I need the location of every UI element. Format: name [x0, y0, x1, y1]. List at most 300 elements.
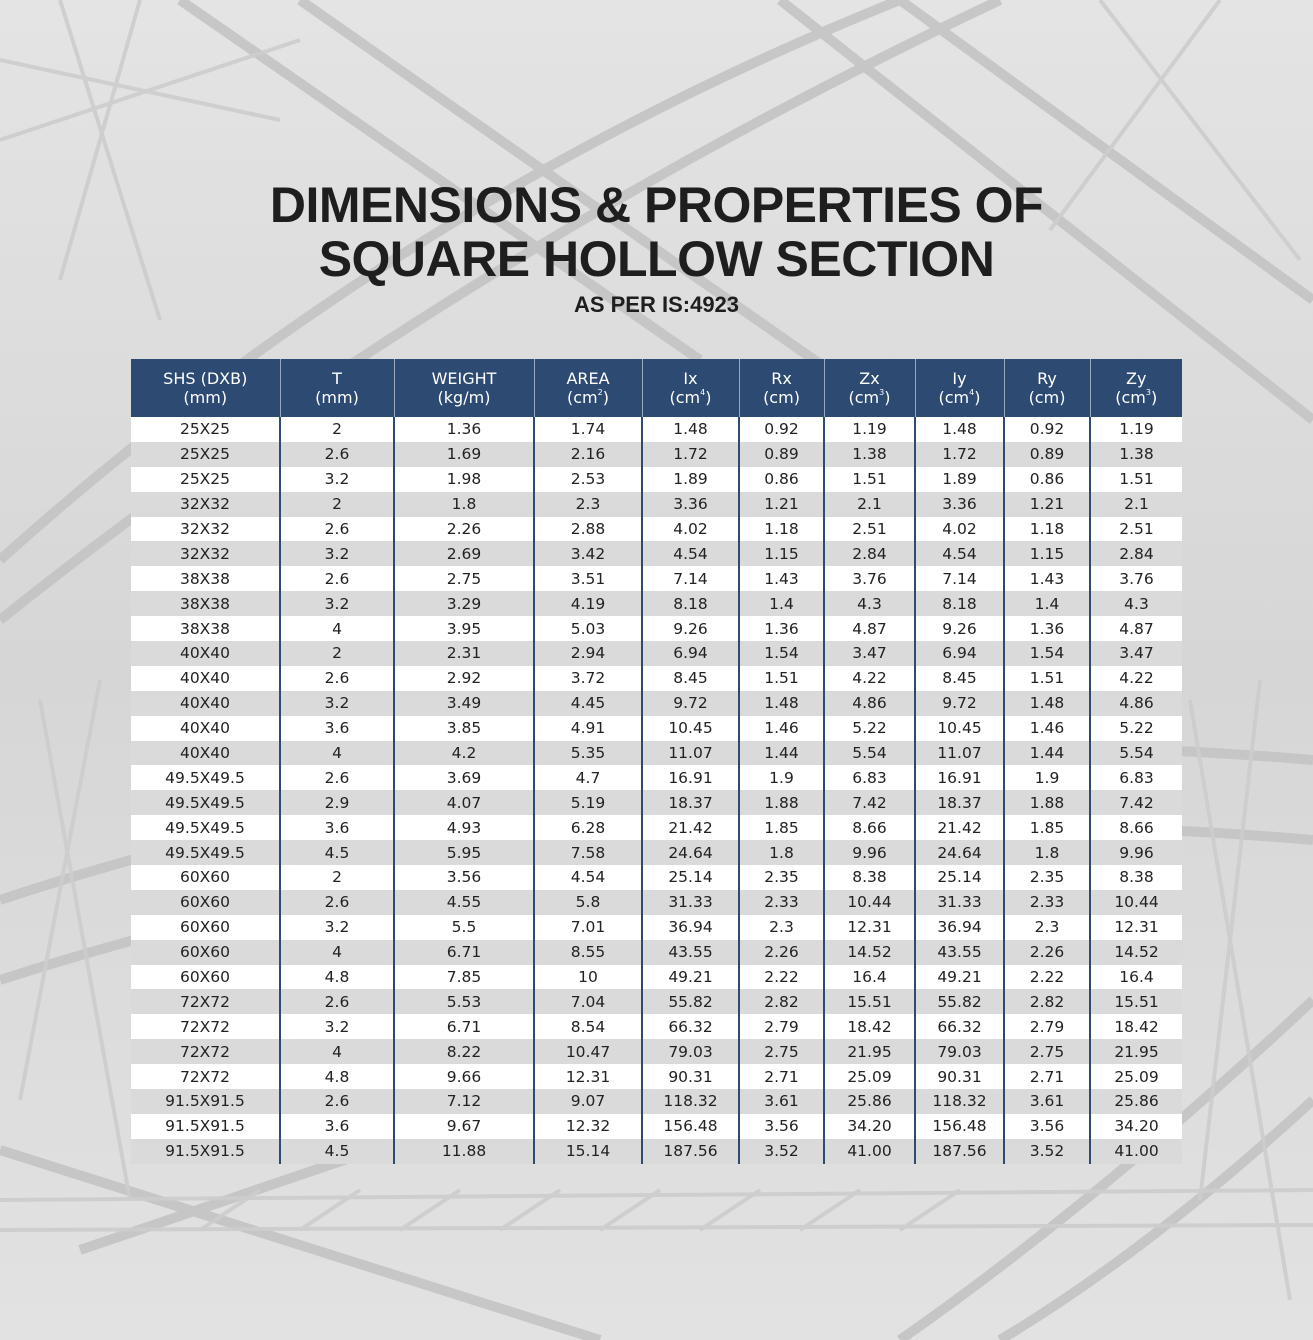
table-cell: 36.94 [642, 915, 739, 940]
column-header-unit-text: (mm) [183, 388, 228, 407]
table-cell: 72X72 [131, 1064, 280, 1089]
table-cell: 79.03 [915, 1039, 1004, 1064]
table-cell: 0.89 [739, 442, 824, 467]
table-cell: 8.38 [1090, 865, 1182, 890]
table-cell: 60X60 [131, 965, 280, 990]
table-cell: 2.6 [280, 989, 394, 1014]
table-cell: 3.76 [824, 566, 915, 591]
table-cell: 2.6 [280, 890, 394, 915]
table-cell: 1.72 [642, 442, 739, 467]
table-cell: 1.19 [824, 417, 915, 442]
table-cell: 1.48 [739, 691, 824, 716]
column-header-unit [825, 388, 915, 407]
table-cell: 187.56 [915, 1139, 1004, 1164]
table-cell: 1.36 [739, 616, 824, 641]
table-cell: 2.75 [739, 1039, 824, 1064]
table-cell: 118.32 [915, 1089, 1004, 1114]
table-cell: 118.32 [642, 1089, 739, 1114]
table-cell: 4.54 [534, 865, 642, 890]
table-cell: 6.71 [394, 1014, 534, 1039]
table-cell: 3.49 [394, 691, 534, 716]
table-row [131, 765, 1182, 790]
table-cell: 4.8 [280, 965, 394, 990]
table-cell: 4 [280, 1039, 394, 1064]
table-cell: 1.8 [394, 492, 534, 517]
table-cell: 49.5X49.5 [131, 815, 280, 840]
table-cell: 40X40 [131, 741, 280, 766]
table-cell: 2.79 [739, 1014, 824, 1039]
table-cell: 1.89 [642, 467, 739, 492]
table-cell: 5.95 [394, 840, 534, 865]
table-row [131, 940, 1182, 965]
table-cell: 10 [534, 965, 642, 990]
table-cell: 4.2 [394, 741, 534, 766]
table-cell: 12.32 [534, 1114, 642, 1139]
table-cell: 1.54 [1004, 641, 1090, 666]
table-cell: 4.91 [534, 716, 642, 741]
table-cell: 9.26 [915, 616, 1004, 641]
table-cell: 1.36 [394, 417, 534, 442]
table-cell: 10.44 [824, 890, 915, 915]
table-cell: 2.26 [1004, 940, 1090, 965]
table-row [131, 716, 1182, 741]
table-cell: 9.07 [534, 1089, 642, 1114]
table-row [131, 1139, 1182, 1164]
table-cell: 7.58 [534, 840, 642, 865]
table-cell: 60X60 [131, 915, 280, 940]
table-cell: 1.18 [1004, 517, 1090, 542]
table-cell: 25.86 [824, 1089, 915, 1114]
table-cell: 1.43 [1004, 566, 1090, 591]
table-cell: 3.2 [280, 591, 394, 616]
table-cell: 10.45 [642, 716, 739, 741]
table-cell: 4.54 [915, 541, 1004, 566]
table-cell: 5.03 [534, 616, 642, 641]
table-cell: 3.76 [1090, 566, 1182, 591]
table-cell: 2.75 [1004, 1039, 1090, 1064]
table-cell: 1.46 [1004, 716, 1090, 741]
column-header [642, 359, 739, 417]
table-cell: 8.66 [824, 815, 915, 840]
column-header-unit-text: (cm) [1028, 388, 1066, 407]
table-cell: 3.52 [739, 1139, 824, 1164]
table-cell: 40X40 [131, 716, 280, 741]
column-header-name: Iy [952, 369, 967, 388]
table-row [131, 417, 1182, 442]
table-cell: 4.02 [642, 517, 739, 542]
table-cell: 72X72 [131, 989, 280, 1014]
table-cell: 1.38 [824, 442, 915, 467]
table-cell: 38X38 [131, 616, 280, 641]
title-block [0, 178, 1313, 318]
table-cell: 4 [280, 741, 394, 766]
table-cell: 6.71 [394, 940, 534, 965]
table-cell: 3.36 [642, 492, 739, 517]
table-cell: 7.01 [534, 915, 642, 940]
table-cell: 1.15 [739, 541, 824, 566]
table-cell: 1.74 [534, 417, 642, 442]
table-cell: 3.2 [280, 1014, 394, 1039]
column-header-name: Zy [1126, 369, 1147, 388]
table-row [131, 566, 1182, 591]
table-cell: 7.12 [394, 1089, 534, 1114]
shs-properties-table [131, 359, 1182, 1164]
column-header [739, 359, 824, 417]
table-cell: 91.5X91.5 [131, 1139, 280, 1164]
table-cell: 6.94 [642, 641, 739, 666]
table-cell: 2.1 [824, 492, 915, 517]
table-cell: 31.33 [915, 890, 1004, 915]
table-cell: 8.66 [1090, 815, 1182, 840]
table-cell: 7.14 [642, 566, 739, 591]
column-header-name: SHS (DXB) [163, 369, 248, 388]
table-cell: 3.6 [280, 716, 394, 741]
table-cell: 9.26 [642, 616, 739, 641]
column-header-unit [131, 388, 280, 407]
table-cell: 1.9 [1004, 765, 1090, 790]
table-cell: 8.45 [642, 666, 739, 691]
table-row [131, 616, 1182, 641]
table-cell: 7.04 [534, 989, 642, 1014]
column-header-name: T [332, 369, 342, 388]
column-header [1090, 359, 1182, 417]
table-cell: 11.07 [915, 741, 1004, 766]
table-cell: 4.55 [394, 890, 534, 915]
table-cell: 2.22 [739, 965, 824, 990]
table-cell: 3.52 [1004, 1139, 1090, 1164]
table-cell: 2.75 [394, 566, 534, 591]
column-header-unit-exponent: 3 [1145, 388, 1151, 397]
table-cell: 1.48 [915, 417, 1004, 442]
table-cell: 66.32 [915, 1014, 1004, 1039]
table-cell: 49.5X49.5 [131, 765, 280, 790]
table-cell: 4.19 [534, 591, 642, 616]
column-header-unit [281, 388, 394, 407]
table-cell: 8.45 [915, 666, 1004, 691]
page-title-line-2: SQUARE HOLLOW SECTION [318, 231, 995, 287]
table-cell: 4.86 [1090, 691, 1182, 716]
table-cell: 2.79 [1004, 1014, 1090, 1039]
table-cell: 3.72 [534, 666, 642, 691]
column-header-unit [395, 388, 534, 407]
table-cell: 6.94 [915, 641, 1004, 666]
table-cell: 16.91 [642, 765, 739, 790]
table-cell: 10.45 [915, 716, 1004, 741]
table-cell: 3.29 [394, 591, 534, 616]
table-cell: 2.6 [280, 765, 394, 790]
table-cell: 2.9 [280, 790, 394, 815]
table-cell: 60X60 [131, 865, 280, 890]
table-cell: 3.85 [394, 716, 534, 741]
table-cell: 32X32 [131, 492, 280, 517]
table-cell: 24.64 [915, 840, 1004, 865]
table-cell: 8.38 [824, 865, 915, 890]
table-cell: 5.19 [534, 790, 642, 815]
table-cell: 1.21 [739, 492, 824, 517]
table-cell: 55.82 [642, 989, 739, 1014]
table-cell: 1.98 [394, 467, 534, 492]
table-cell: 31.33 [642, 890, 739, 915]
table-cell: 156.48 [642, 1114, 739, 1139]
table-cell: 49.21 [642, 965, 739, 990]
table-cell: 4.45 [534, 691, 642, 716]
table-cell: 43.55 [915, 940, 1004, 965]
table-cell: 5.53 [394, 989, 534, 1014]
table-row [131, 541, 1182, 566]
table-cell: 2.94 [534, 641, 642, 666]
table-row [131, 1039, 1182, 1064]
column-header-name: Zx [859, 369, 880, 388]
table-row [131, 691, 1182, 716]
table-body [131, 417, 1182, 1164]
column-header-unit-close: ) [705, 388, 712, 407]
table-cell: 38X38 [131, 591, 280, 616]
table-cell: 7.14 [915, 566, 1004, 591]
column-header [394, 359, 534, 417]
table-cell: 1.4 [739, 591, 824, 616]
column-header-unit [535, 388, 642, 407]
table-cell: 60X60 [131, 890, 280, 915]
table-cell: 2.71 [739, 1064, 824, 1089]
table-row [131, 517, 1182, 542]
table-cell: 4.5 [280, 840, 394, 865]
table-row [131, 467, 1182, 492]
table-cell: 3.2 [280, 541, 394, 566]
table-cell: 1.51 [1090, 467, 1182, 492]
table-row [131, 840, 1182, 865]
column-header [534, 359, 642, 417]
table-cell: 18.42 [824, 1014, 915, 1039]
column-header [824, 359, 915, 417]
table-cell: 3.6 [280, 815, 394, 840]
table-cell: 16.4 [1090, 965, 1182, 990]
table-cell: 2.69 [394, 541, 534, 566]
table-cell: 25.86 [1090, 1089, 1182, 1114]
table-cell: 21.42 [915, 815, 1004, 840]
table-cell: 2 [280, 417, 394, 442]
table-cell: 10.47 [534, 1039, 642, 1064]
table-cell: 3.56 [1004, 1114, 1090, 1139]
table-cell: 12.31 [1090, 915, 1182, 940]
table-cell: 16.4 [824, 965, 915, 990]
table-cell: 9.72 [642, 691, 739, 716]
table-cell: 0.89 [1004, 442, 1090, 467]
table-cell: 41.00 [1090, 1139, 1182, 1164]
table-cell: 36.94 [915, 915, 1004, 940]
table-cell: 2.84 [824, 541, 915, 566]
table-cell: 1.51 [739, 666, 824, 691]
table-cell: 1.48 [642, 417, 739, 442]
table-cell: 1.51 [824, 467, 915, 492]
table-cell: 0.92 [1004, 417, 1090, 442]
table-cell: 2.6 [280, 666, 394, 691]
table-cell: 2.33 [1004, 890, 1090, 915]
table-cell: 7.42 [1090, 790, 1182, 815]
table-cell: 3.2 [280, 467, 394, 492]
table-cell: 7.42 [824, 790, 915, 815]
table-cell: 1.69 [394, 442, 534, 467]
table-row [131, 666, 1182, 691]
table-cell: 5.8 [534, 890, 642, 915]
table-cell: 3.56 [739, 1114, 824, 1139]
table-cell: 6.83 [1090, 765, 1182, 790]
table-cell: 14.52 [1090, 940, 1182, 965]
column-header-unit-close: ) [1150, 388, 1158, 407]
column-header [280, 359, 394, 417]
table-cell: 2 [280, 641, 394, 666]
table-cell: 4 [280, 940, 394, 965]
table-cell: 9.67 [394, 1114, 534, 1139]
table-cell: 25.14 [915, 865, 1004, 890]
table-cell: 90.31 [642, 1064, 739, 1089]
table-cell: 43.55 [642, 940, 739, 965]
column-header-name: AREA [566, 369, 610, 388]
table-cell: 5.35 [534, 741, 642, 766]
table-cell: 7.85 [394, 965, 534, 990]
table-cell: 2.6 [280, 517, 394, 542]
table-cell: 1.38 [1090, 442, 1182, 467]
table-cell: 5.5 [394, 915, 534, 940]
table-cell: 2.31 [394, 641, 534, 666]
column-header-name: WEIGHT [431, 369, 497, 388]
table-cell: 1.85 [739, 815, 824, 840]
table-cell: 4.54 [642, 541, 739, 566]
table-cell: 2 [280, 865, 394, 890]
column-header-unit [1091, 388, 1183, 407]
table-cell: 11.88 [394, 1139, 534, 1164]
table-cell: 1.21 [1004, 492, 1090, 517]
table-cell: 21.95 [824, 1039, 915, 1064]
table-cell: 18.42 [1090, 1014, 1182, 1039]
table-row [131, 1064, 1182, 1089]
table-cell: 34.20 [1090, 1114, 1182, 1139]
table-cell: 15.51 [1090, 989, 1182, 1014]
table-cell: 41.00 [824, 1139, 915, 1164]
table-row [131, 965, 1182, 990]
column-header-unit-exponent: 4 [969, 388, 975, 397]
table-cell: 25.09 [1090, 1064, 1182, 1089]
column-header-unit-text: (cm [1115, 388, 1146, 407]
table-cell: 8.54 [534, 1014, 642, 1039]
table-cell: 3.47 [824, 641, 915, 666]
table-cell: 40X40 [131, 691, 280, 716]
table-cell: 0.86 [1004, 467, 1090, 492]
table-cell: 4.8 [280, 1064, 394, 1089]
table-cell: 4.7 [534, 765, 642, 790]
table-cell: 49.5X49.5 [131, 840, 280, 865]
table-cell: 4.22 [824, 666, 915, 691]
table-cell: 25X25 [131, 467, 280, 492]
table-cell: 4.93 [394, 815, 534, 840]
table-cell: 2.1 [1090, 492, 1182, 517]
table-cell: 16.91 [915, 765, 1004, 790]
table-cell: 1.8 [739, 840, 824, 865]
table-cell: 32X32 [131, 541, 280, 566]
table-cell: 9.96 [824, 840, 915, 865]
table-cell: 1.85 [1004, 815, 1090, 840]
table-cell: 2.82 [739, 989, 824, 1014]
column-header-unit-text: (cm [669, 388, 701, 407]
table-cell: 18.37 [642, 790, 739, 815]
table-row [131, 591, 1182, 616]
table-row [131, 865, 1182, 890]
table-cell: 2.53 [534, 467, 642, 492]
table-cell: 1.19 [1090, 417, 1182, 442]
column-header-unit-close: ) [974, 388, 981, 407]
column-header-unit-exponent: 3 [879, 388, 885, 397]
table-cell: 5.22 [824, 716, 915, 741]
table-cell: 2.71 [1004, 1064, 1090, 1089]
table-row [131, 741, 1182, 766]
table-cell: 2.26 [739, 940, 824, 965]
table-cell: 0.86 [739, 467, 824, 492]
table-cell: 3.2 [280, 691, 394, 716]
table-cell: 91.5X91.5 [131, 1114, 280, 1139]
table-cell: 2.33 [739, 890, 824, 915]
table-cell: 2.84 [1090, 541, 1182, 566]
page-title-line-1: DIMENSIONS & PROPERTIES OF [269, 177, 1044, 233]
table-cell: 1.18 [739, 517, 824, 542]
table-cell: 4.87 [824, 616, 915, 641]
table-cell: 49.21 [915, 965, 1004, 990]
table-row [131, 1089, 1182, 1114]
table-cell: 10.44 [1090, 890, 1182, 915]
table-cell: 4.87 [1090, 616, 1182, 641]
column-header-unit-text: (cm) [763, 388, 800, 407]
column-header-unit [643, 388, 739, 407]
table-cell: 1.72 [915, 442, 1004, 467]
table-cell: 4.5 [280, 1139, 394, 1164]
table-cell: 24.64 [642, 840, 739, 865]
table-cell: 9.96 [1090, 840, 1182, 865]
table-cell: 8.18 [915, 591, 1004, 616]
table-cell: 2.6 [280, 442, 394, 467]
table-cell: 3.47 [1090, 641, 1182, 666]
column-header [1004, 359, 1090, 417]
table-cell: 2.51 [1090, 517, 1182, 542]
table-cell: 2.88 [534, 517, 642, 542]
table-cell: 15.51 [824, 989, 915, 1014]
table-cell: 9.66 [394, 1064, 534, 1089]
table-cell: 1.44 [1004, 741, 1090, 766]
table-cell: 8.18 [642, 591, 739, 616]
column-header [915, 359, 1004, 417]
table-cell: 11.07 [642, 741, 739, 766]
column-header-unit-text: (cm [938, 388, 970, 407]
table-cell: 1.88 [1004, 790, 1090, 815]
table-cell: 1.4 [1004, 591, 1090, 616]
table-row [131, 890, 1182, 915]
column-header-unit-text: (cm [848, 388, 880, 407]
column-header-name: Rx [771, 369, 792, 388]
table-cell: 72X72 [131, 1014, 280, 1039]
table-cell: 25.14 [642, 865, 739, 890]
column-header-unit-exponent: 2 [597, 388, 603, 397]
table-cell: 1.51 [1004, 666, 1090, 691]
table-cell: 2.51 [824, 517, 915, 542]
table-cell: 3.69 [394, 765, 534, 790]
table-cell: 0.92 [739, 417, 824, 442]
column-header-unit-text: (mm) [315, 388, 359, 407]
table-row [131, 790, 1182, 815]
column-header-name: Ix [683, 369, 698, 388]
column-header-name: Ry [1037, 369, 1057, 388]
table-cell: 2.3 [739, 915, 824, 940]
table-cell: 1.9 [739, 765, 824, 790]
table-row [131, 442, 1182, 467]
table-cell: 12.31 [534, 1064, 642, 1089]
table-cell: 25X25 [131, 417, 280, 442]
